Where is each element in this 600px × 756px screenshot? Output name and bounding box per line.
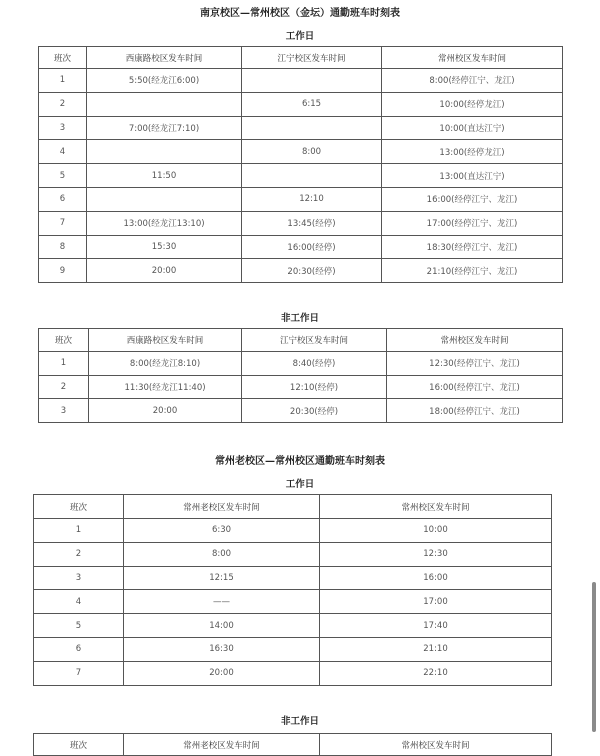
table-cell: 2 (39, 92, 87, 116)
table-cell: 9 (39, 259, 87, 283)
section-title-non-workday: 非工作日 (280, 313, 319, 324)
table-cell: 11:50 (87, 164, 242, 188)
table-row (34, 519, 552, 543)
table-cell: 10:00(直达江宁) (382, 116, 563, 140)
table-cell: 17:00 (320, 590, 552, 614)
table-cell: 4 (39, 140, 87, 164)
table-row (39, 352, 563, 376)
table-row (39, 187, 563, 211)
header-changzhou-departure: 常州校区发车时间 (320, 495, 552, 519)
table-cell: 20:00 (124, 661, 320, 685)
table-cell: 12:15 (124, 566, 320, 590)
table-row (39, 69, 563, 93)
table-cell: 8:00 (242, 140, 382, 164)
table-cell: 18:30(经停江宁、龙江) (382, 235, 563, 259)
table-cell: 3 (39, 116, 87, 140)
section-title-workday: 工作日 (285, 31, 315, 42)
table-row (39, 164, 563, 188)
header-run-number: 班次 (34, 734, 124, 756)
table-cell: 7 (34, 661, 124, 685)
table-cell: 13:00(经龙江13:10) (87, 211, 242, 235)
table-cell: 8 (39, 235, 87, 259)
workday-schedule-table (38, 46, 563, 283)
table-cell: 3 (34, 566, 124, 590)
table-row (34, 637, 552, 661)
table-cell: 13:00(经停龙江) (382, 140, 563, 164)
schedule-title-nanjing-changzhou: 南京校区—常州校区（金坛）通勤班车时刻表 (200, 8, 400, 19)
table-cell: 22:10 (320, 661, 552, 685)
table-cell: 10:00 (320, 519, 552, 543)
table-cell: 12:30(经停江宁、龙江) (387, 352, 563, 376)
table-row (39, 140, 563, 164)
scrollbar-thumb[interactable] (592, 582, 596, 732)
header-run-number: 班次 (34, 495, 124, 519)
section-title-non-workday-old-campus: 非工作日 (280, 716, 319, 727)
table-cell (87, 140, 242, 164)
table-cell: 16:30 (124, 637, 320, 661)
table-cell: 7 (39, 211, 87, 235)
table-cell: 20:00 (89, 399, 242, 423)
table-cell: 1 (39, 352, 89, 376)
table-cell: 8:00 (124, 542, 320, 566)
table-cell (242, 69, 382, 93)
table-cell: 8:40(经停) (242, 352, 387, 376)
table-cell (87, 92, 242, 116)
table-cell: 21:10 (320, 637, 552, 661)
table-row (39, 211, 563, 235)
table-cell: 5:50(经龙江6:00) (87, 69, 242, 93)
table-cell: 18:00(经停江宁、龙江) (387, 399, 563, 423)
table-cell: 6:15 (242, 92, 382, 116)
table-cell: 16:00 (320, 566, 552, 590)
table-cell: 20:00 (87, 259, 242, 283)
header-changzhou-departure: 常州校区发车时间 (387, 329, 563, 352)
table-cell: 10:00(经停龙江) (382, 92, 563, 116)
table-cell: 7:00(经龙江7:10) (87, 116, 242, 140)
table-cell: 11:30(经龙江11:40) (89, 375, 242, 399)
table-cell: 6:30 (124, 519, 320, 543)
table-header-row (39, 329, 563, 352)
table-header-row (39, 47, 563, 69)
section-title-workday-old-campus: 工作日 (285, 479, 315, 490)
table-cell: 1 (39, 69, 87, 93)
table-row (34, 566, 552, 590)
table-cell: 14:00 (124, 614, 320, 638)
table-cell: —— (124, 590, 320, 614)
header-run-number: 班次 (39, 47, 87, 69)
table-row (34, 590, 552, 614)
table-cell: 15:30 (87, 235, 242, 259)
table-cell: 6 (34, 637, 124, 661)
table-cell: 5 (34, 614, 124, 638)
old-campus-non-workday-table (33, 733, 552, 756)
table-cell: 17:00(经停江宁、龙江) (382, 211, 563, 235)
table-row (39, 92, 563, 116)
header-jiangning-departure: 江宁校区发车时间 (242, 329, 387, 352)
table-row (34, 542, 552, 566)
table-cell: 5 (39, 164, 87, 188)
table-cell: 2 (39, 375, 89, 399)
table-cell: 12:10 (242, 187, 382, 211)
old-campus-workday-table (33, 494, 552, 686)
table-cell: 8:00(经龙江8:10) (89, 352, 242, 376)
table-cell: 16:00(经停江宁、龙江) (387, 375, 563, 399)
table-cell: 12:10(经停) (242, 375, 387, 399)
header-changzhou-departure: 常州校区发车时间 (320, 734, 552, 756)
table-header-row (34, 495, 552, 519)
header-run-number: 班次 (39, 329, 89, 352)
table-row (39, 259, 563, 283)
table-cell (242, 116, 382, 140)
table-cell: 20:30(经停) (242, 399, 387, 423)
table-cell: 21:10(经停江宁、龙江) (382, 259, 563, 283)
table-cell: 17:40 (320, 614, 552, 638)
table-cell (87, 187, 242, 211)
header-jiangning-departure: 江宁校区发车时间 (242, 47, 382, 69)
table-cell: 1 (34, 519, 124, 543)
table-cell: 16:00(经停) (242, 235, 382, 259)
non-workday-schedule-table (38, 328, 563, 423)
table-cell: 8:00(经停江宁、龙江) (382, 69, 563, 93)
table-cell: 12:30 (320, 542, 552, 566)
table-row (39, 375, 563, 399)
table-cell: 4 (34, 590, 124, 614)
table-row (34, 614, 552, 638)
header-old-campus-departure: 常州老校区发车时间 (124, 495, 320, 519)
table-cell: 16:00(经停江宁、龙江) (382, 187, 563, 211)
schedule-title-old-campus-changzhou: 常州老校区—常州校区通勤班车时刻表 (215, 456, 385, 467)
table-row (39, 399, 563, 423)
table-cell: 3 (39, 399, 89, 423)
header-old-campus-departure: 常州老校区发车时间 (124, 734, 320, 756)
table-row (39, 116, 563, 140)
table-cell: 6 (39, 187, 87, 211)
table-row (34, 661, 552, 685)
table-cell: 2 (34, 542, 124, 566)
table-header-row (34, 734, 552, 756)
header-changzhou-departure: 常州校区发车时间 (382, 47, 563, 69)
table-cell (242, 164, 382, 188)
table-row (39, 235, 563, 259)
header-xikang-departure: 西康路校区发车时间 (87, 47, 242, 69)
table-cell: 20:30(经停) (242, 259, 382, 283)
header-xikang-departure: 西康路校区发车时间 (89, 329, 242, 352)
table-cell: 13:45(经停) (242, 211, 382, 235)
table-cell: 13:00(直达江宁) (382, 164, 563, 188)
